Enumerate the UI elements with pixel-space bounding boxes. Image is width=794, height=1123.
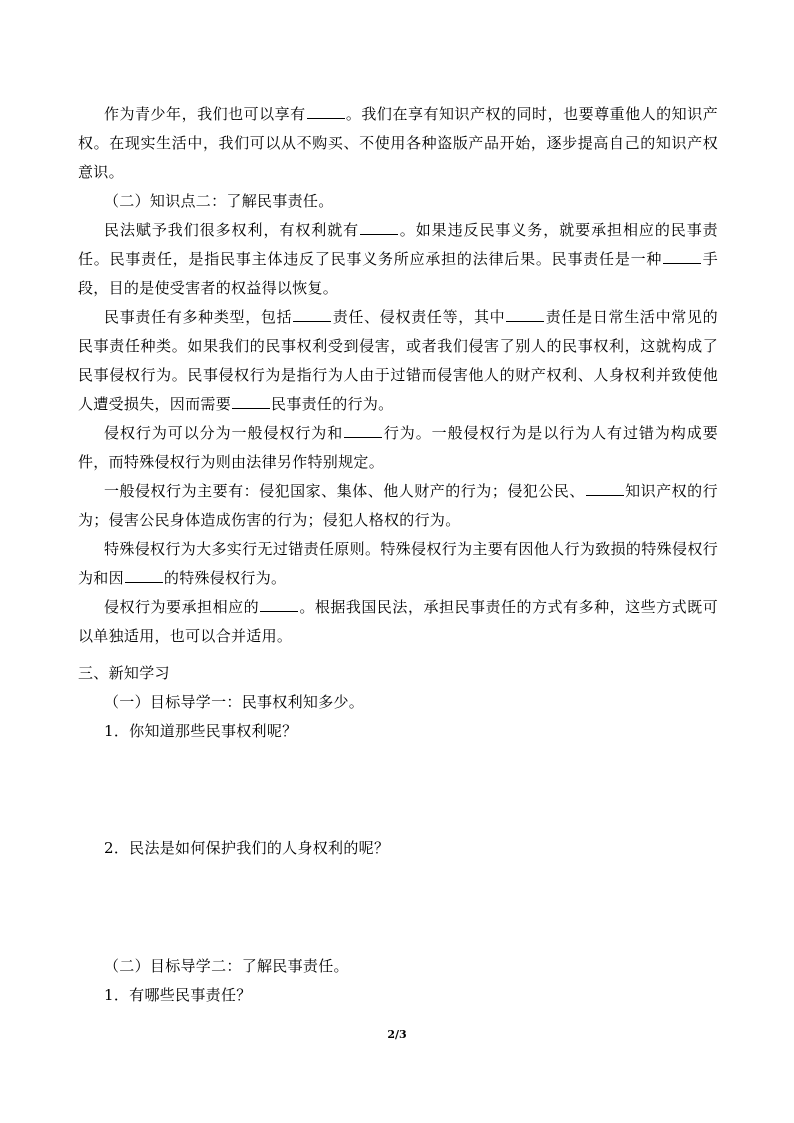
fill-blank[interactable] xyxy=(663,249,701,264)
goal-1-heading: （一）目标导学一：民事权利知多少。 xyxy=(104,693,365,711)
paragraph-civil-liability-definition xyxy=(78,216,718,303)
text-run: 。根据我国民法，承担民事责任的方式有多种，这些方式既可以单独适用，也可以合并适用。 xyxy=(78,598,718,645)
text-run: 侵权行为要承担相应的 xyxy=(104,598,260,616)
paragraph-general-tort xyxy=(78,477,718,535)
paragraph-liability-types xyxy=(78,303,718,419)
knowledge-point-2-heading: （二）知识点二：了解民事责任。 xyxy=(104,192,334,210)
paragraph-tort-classification xyxy=(78,419,718,477)
fill-blank[interactable] xyxy=(125,568,163,583)
text-run: 责任、侵权责任等，其中 xyxy=(332,308,506,326)
text-run: 。如果违反民事义务，就要承担相应的民事责任。民事责任，是指民事主体违反了民事义务所应承担的法律后果。民事责任是一种 xyxy=(78,221,718,268)
paragraph-tort-liability xyxy=(78,593,718,651)
text-run: 侵权行为可以分为一般侵权行为和 xyxy=(104,424,344,442)
question-3: 1．有哪些民事责任？ xyxy=(104,986,252,1004)
paragraph-ip-rights xyxy=(78,100,718,187)
question-2: 2．民法是如何保护我们的人身权利的呢？ xyxy=(104,839,390,857)
fill-blank[interactable] xyxy=(232,394,270,409)
text-run: 作为青少年，我们也可以享有 xyxy=(104,105,306,123)
fill-blank[interactable] xyxy=(360,220,398,235)
text-run: 的特殊侵权行为。 xyxy=(163,569,287,587)
text-run: 手段，目的是使受害者的权益得以恢复。 xyxy=(78,250,718,297)
fill-blank[interactable] xyxy=(586,481,624,496)
text-run: 民事责任的行为。 xyxy=(271,395,394,413)
text-run: 一般侵权行为主要有：侵犯国家、集体、他人财产的行为；侵犯公民、 xyxy=(104,482,585,500)
fill-blank[interactable] xyxy=(506,307,544,322)
fill-blank[interactable] xyxy=(293,307,331,322)
page-number: 2/3 xyxy=(387,1028,407,1041)
text-run: 责任是日常生活中常见的民事责任种类。如果我们的民事权利受到侵害，或者我们侵害了别人的民事权利，这就构成了民事侵权行为。民事侵权行为是指行为人由于过错而侵害他人的财产权利、人身权利并致使他人遭受损失，因而需要 xyxy=(78,308,718,413)
text-run: 民法赋予我们很多权利，有权利就有 xyxy=(104,221,360,239)
text-run: 行为。一般侵权行为是以行为人有过错为构成要件，而特殊侵权行为则由法律另作特别规定。 xyxy=(78,424,718,471)
goal-2-heading: （二）目标导学二：了解民事责任。 xyxy=(104,957,349,975)
fill-blank[interactable] xyxy=(307,104,345,119)
section-3-heading: 三、新知学习 xyxy=(78,664,170,682)
text-run: 特殊侵权行为大多实行无过错责任原则。特殊侵权行为主要有因他人行为致损的特殊侵权行为和因 xyxy=(78,540,718,587)
question-1: 1．你知道那些民事权利呢？ xyxy=(104,722,298,740)
text-run: 。我们在享有知识产权的同时，也要尊重他人的知识产权。在现实生活中，我们可以从不购买、不使用各种盗版产品开始，逐步提高自己的知识产权意识。 xyxy=(78,105,719,181)
fill-blank[interactable] xyxy=(344,423,382,438)
text-run: 知识产权的行为；侵害公民身体造成伤害的行为；侵犯人格权的行为。 xyxy=(78,482,718,529)
paragraph-special-tort xyxy=(78,535,718,593)
text-run: 民事责任有多种类型，包括 xyxy=(104,308,293,326)
fill-blank[interactable] xyxy=(260,597,298,612)
